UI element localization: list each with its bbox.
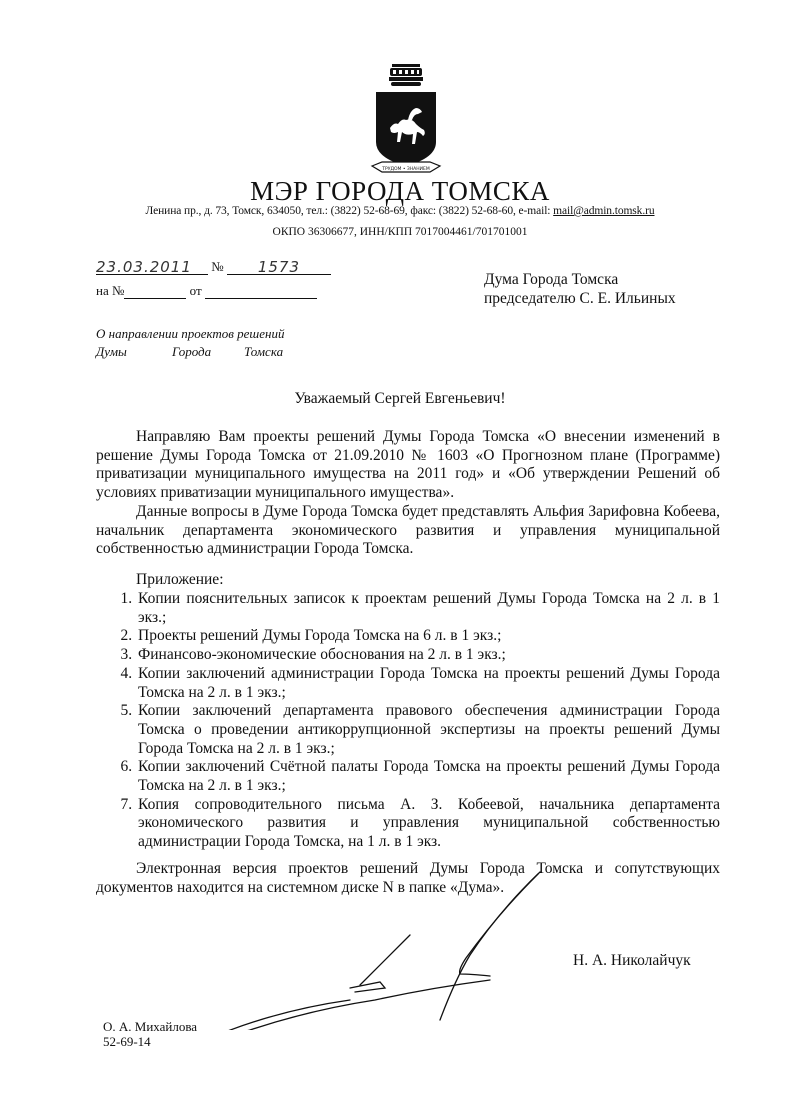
email-link[interactable]: mail@admin.tomsk.ru (553, 205, 655, 217)
appendix-item: 3. Финансово-экономические обоснования на 2 л. в 1 экз.; (136, 646, 720, 665)
appendix-item: 5. Копии заключений департамента правового обеспечения администрации Города Томска о проведении антикоррупционной экспертизы на проекты решений Думы Города Томска на 2 л. в 1 экз.; (136, 702, 720, 758)
ref-date-field (205, 282, 317, 299)
paragraph-text: Направляю Вам проекты решений Думы Города Томска «О внесении изменений в решение Думы Города Томска от 21.09.2010 № 1603 «О Прогнозном плане (Программе) приватизации муниципального имущества на 2011 год» и «Об утверждении Решений об условиях приватизации муниципального имущества». (96, 428, 720, 502)
executor-block (103, 1019, 197, 1049)
appendix-item: 2. Проекты решений Думы Города Томска на 6 л. в 1 экз.; (136, 627, 720, 646)
ref-from-label: от (189, 283, 202, 298)
body-paragraph-2 (96, 503, 720, 559)
appendix-item: 6. Копии заключений Счётной палаты Города Томска на проекты решений Думы Города Томска на 2 л. в 1 экз.; (136, 758, 720, 795)
letterhead-address (0, 205, 800, 217)
appendix-item: 7. Копия сопроводительного письма А. З. Кобеевой, начальника департамента экономического развития и управления муниципальной собственностью администрации Города Томска, на 1 л. в 1 экз. (136, 796, 720, 852)
ref-number-field (124, 282, 186, 299)
recipient-org: Дума Города Томска (484, 271, 619, 288)
number-label: № (211, 259, 224, 274)
incoming-reference (96, 282, 317, 299)
subject-word: Томска (244, 344, 284, 359)
coat-of-arms-icon (368, 62, 444, 180)
subject-word: Города (172, 344, 212, 359)
address-text: Ленина пр., д. 73, Томск, 634050, тел.: (3822) 52-68-69, факс: (3822) 52-68-60, e-mail: (145, 205, 554, 217)
handwritten-number: 1573 (257, 258, 300, 276)
appendix-list (96, 590, 720, 852)
appendix-label: Приложение: (136, 571, 224, 588)
subject-block (96, 325, 284, 361)
handwritten-date: 23.03.2011 (96, 258, 192, 276)
appendix-item: 1. Копии пояснительных записок к проектам решений Думы Города Томска на 2 л. в 1 экз.; (136, 590, 720, 627)
paragraph-text: Электронная версия проектов решений Думы Города Томска и сопутствующих документов находится на системном диске N в папке «Дума». (96, 860, 720, 896)
handwritten-signature-icon (170, 870, 590, 1030)
greeting: Уважаемый Сергей Евгеньевич! (294, 390, 506, 407)
appendix-item: 4. Копии заключений администрации Города Томска на проекты решений Думы Города Томска на 2 л. в 1 экз.; (136, 665, 720, 702)
ref-number-label: на № (96, 283, 125, 298)
letterhead-registry: ОКПО 36306677, ИНН/КПП 7017004461/701701001 (272, 226, 528, 238)
recipient-person: председателю С. Е. Ильиных (484, 290, 676, 307)
signatory-name: Н. А. Николайчук (573, 952, 691, 969)
date-field (96, 258, 208, 275)
recipient-block (484, 270, 676, 308)
letterhead-title: МЭР ГОРОДА ТОМСКА (250, 176, 550, 206)
outgoing-registration (96, 258, 331, 275)
crest-motto: ТРУДОМ • ЗНАНИЕМ (382, 167, 430, 172)
paragraph-text: Данные вопросы в Думе Города Томска будет представлять Альфия Зарифовна Кобеева, начальник департамента экономического развития и управления муниципальной собственностью администрации Города Томска. (96, 503, 720, 558)
subject-word: Думы (96, 344, 127, 359)
executor-name: О. А. Михайлова (103, 1019, 198, 1034)
executor-phone: 52-69-14 (103, 1034, 151, 1049)
number-field (227, 258, 331, 275)
body-paragraph-1 (96, 428, 720, 503)
subject-line1: О направлении проектов решений (96, 326, 285, 341)
subject-line2 (96, 343, 284, 361)
